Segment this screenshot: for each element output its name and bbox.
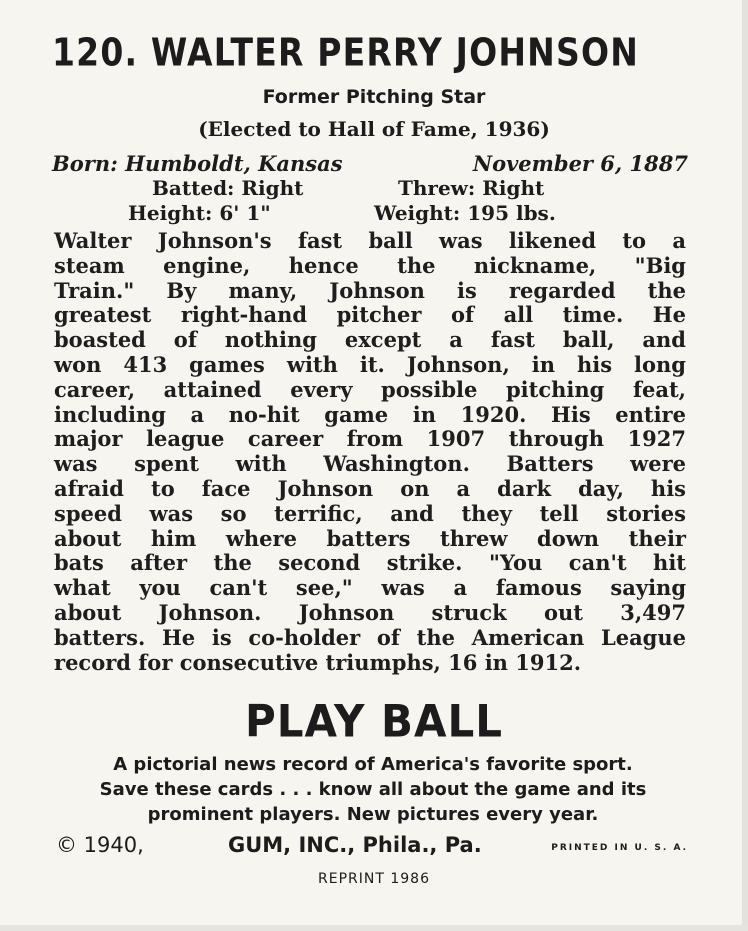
card-edge (742, 0, 748, 931)
bio-line: batters. He is co-holder of the American League (54, 624, 686, 650)
bio-line: about Johnson. Johnson struck out 3,497 (54, 599, 686, 625)
bio-line: including a no-hit game in 1920. His entire (54, 401, 686, 427)
batted: Batted: Right (152, 176, 304, 200)
card-title: 120. WALTER PERRY JOHNSON (52, 30, 640, 75)
weight: Weight: 195 lbs. (374, 201, 556, 225)
printed-in-usa: PRINTED IN U. S. A. (551, 843, 688, 853)
promo-line: A pictorial news record of America's favorite sport. (113, 754, 633, 775)
bio-line: afraid to face Johnson on a dark day, his (54, 475, 686, 501)
bio-line: career, attained every possible pitching feat, (54, 376, 686, 402)
threw: Threw: Right (398, 176, 545, 200)
bio-line: about him where batters threw down their (54, 525, 686, 551)
bio-line: greatest right-hand pitcher of all time. He (54, 302, 686, 328)
bio-line: bats after the second strike. "You can't hit (54, 550, 686, 576)
bio-line: what you can't see," was a famous saying (54, 575, 686, 601)
biography (54, 229, 686, 675)
bio-line: major league career from 1907 through 1927 (54, 426, 686, 452)
card-subtitle: Former Pitching Star (262, 86, 486, 108)
promo-text (56, 752, 690, 827)
play-ball-logo: PLAY BALL (244, 695, 504, 748)
bio-line: Train." By many, Johnson is regarded the (54, 277, 686, 303)
height: Height: 6' 1" (128, 201, 271, 225)
bio-line: steam engine, hence the nickname, "Big (54, 252, 686, 278)
birth-date: November 6, 1887 (472, 151, 688, 176)
bio-line: speed was so terrific, and they tell stories (54, 500, 686, 526)
bio-line: was spent with Washington. Batters were (54, 451, 686, 477)
copyright: © 1940, (56, 833, 144, 857)
card-edge (0, 925, 748, 931)
birthplace: Born: Humboldt, Kansas (52, 151, 343, 176)
promo-line: prominent players. New pictures every year. (147, 804, 599, 825)
reprint-note: REPRINT 1986 (318, 871, 430, 887)
publisher: GUM, INC., Phila., Pa. (228, 833, 482, 857)
bio-line: Walter Johnson's fast ball was likened to a (54, 228, 686, 253)
bio-line: won 413 games with it. Johnson, in his long (54, 351, 686, 377)
promo-line: Save these cards . . . know all about the game and its (99, 779, 647, 800)
hall-of-fame-note: (Elected to Hall of Fame, 1936) (198, 117, 550, 141)
bio-line: record for consecutive triumphs, 16 in 1912. (54, 649, 582, 675)
bio-line: boasted of nothing except a fast ball, and (54, 327, 686, 353)
